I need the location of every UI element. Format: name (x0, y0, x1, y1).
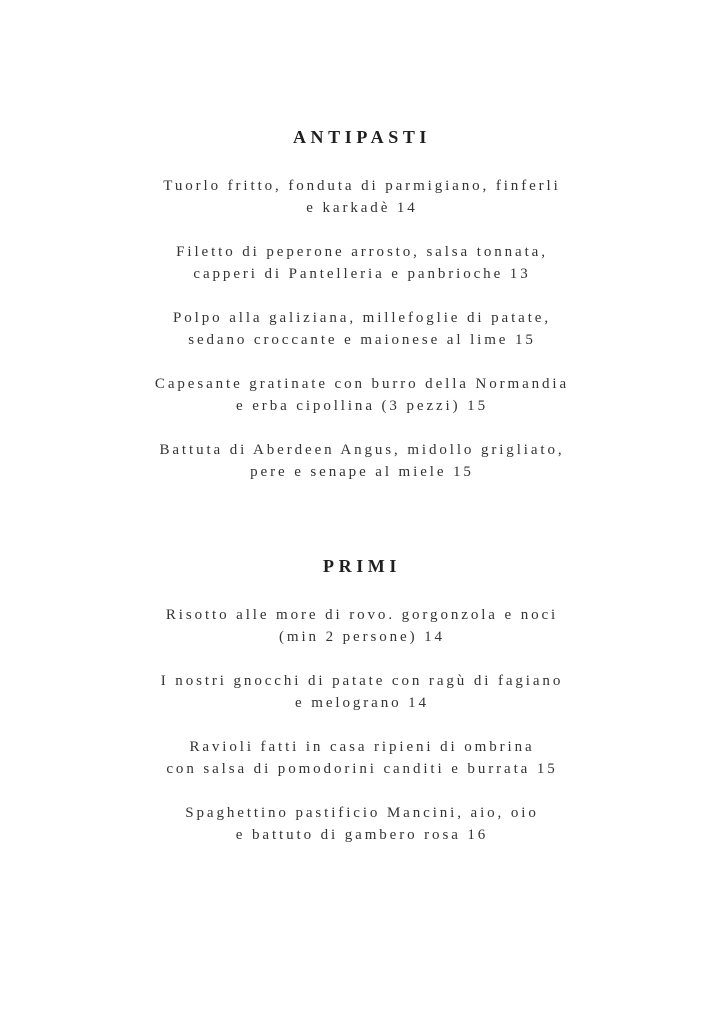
dish-description-line: e erba cipollina (3 pezzi) 15 (236, 398, 488, 414)
dish-description-line: Ravioli fatti in casa ripieni di ombrina (189, 739, 535, 755)
dish-item (0, 802, 724, 846)
dish-item (0, 670, 724, 714)
dish-item (0, 307, 724, 351)
dish-item (0, 604, 724, 648)
dish-description-line: e battuto di gambero rosa 16 (235, 827, 489, 843)
dish-description-line: Spaghettino pastificio Mancini, aio, oio (185, 805, 539, 821)
section-title-primi: PRIMI (323, 556, 401, 576)
dish-item (0, 241, 724, 285)
dish-item (0, 175, 724, 219)
dish-description-line: Capesante gratinate con burro della Normandia (154, 376, 570, 392)
dish-description-line: (min 2 persone) 14 (279, 629, 445, 645)
dish-item (0, 439, 724, 483)
section-title-antipasti: ANTIPASTI (292, 127, 432, 147)
dish-description-line: con salsa di pomodorini canditi e burrata 15 (166, 761, 558, 777)
primi-section (0, 553, 724, 868)
dish-description-line: I nostri gnocchi di patate con ragù di fagiano (160, 673, 564, 689)
antipasti-dish-list (0, 175, 724, 483)
dish-item (0, 736, 724, 780)
dish-item (0, 373, 724, 417)
dish-description-line: capperi di Pantelleria e panbrioche 13 (193, 266, 531, 282)
primi-dish-list (0, 604, 724, 846)
dish-description-line: Risotto alle more di rovo. gorgonzola e noci (165, 607, 559, 623)
dish-description-line: sedano croccante e maionese al lime 15 (188, 332, 536, 348)
dish-description-line: pere e senape al miele 15 (250, 464, 474, 480)
dish-description-line: e karkadè 14 (306, 200, 418, 216)
dish-description-line: Tuorlo fritto, fonduta di parmigiano, finferli (163, 178, 561, 194)
dish-description-line: Polpo alla galiziana, millefoglie di patate, (173, 310, 551, 326)
dish-description-line: e melograno 14 (295, 695, 429, 711)
antipasti-section (0, 124, 724, 505)
dish-description-line: Battuta di Aberdeen Angus, midollo grigliato, (159, 442, 565, 458)
dish-description-line: Filetto di peperone arrosto, salsa tonnata, (176, 244, 548, 260)
